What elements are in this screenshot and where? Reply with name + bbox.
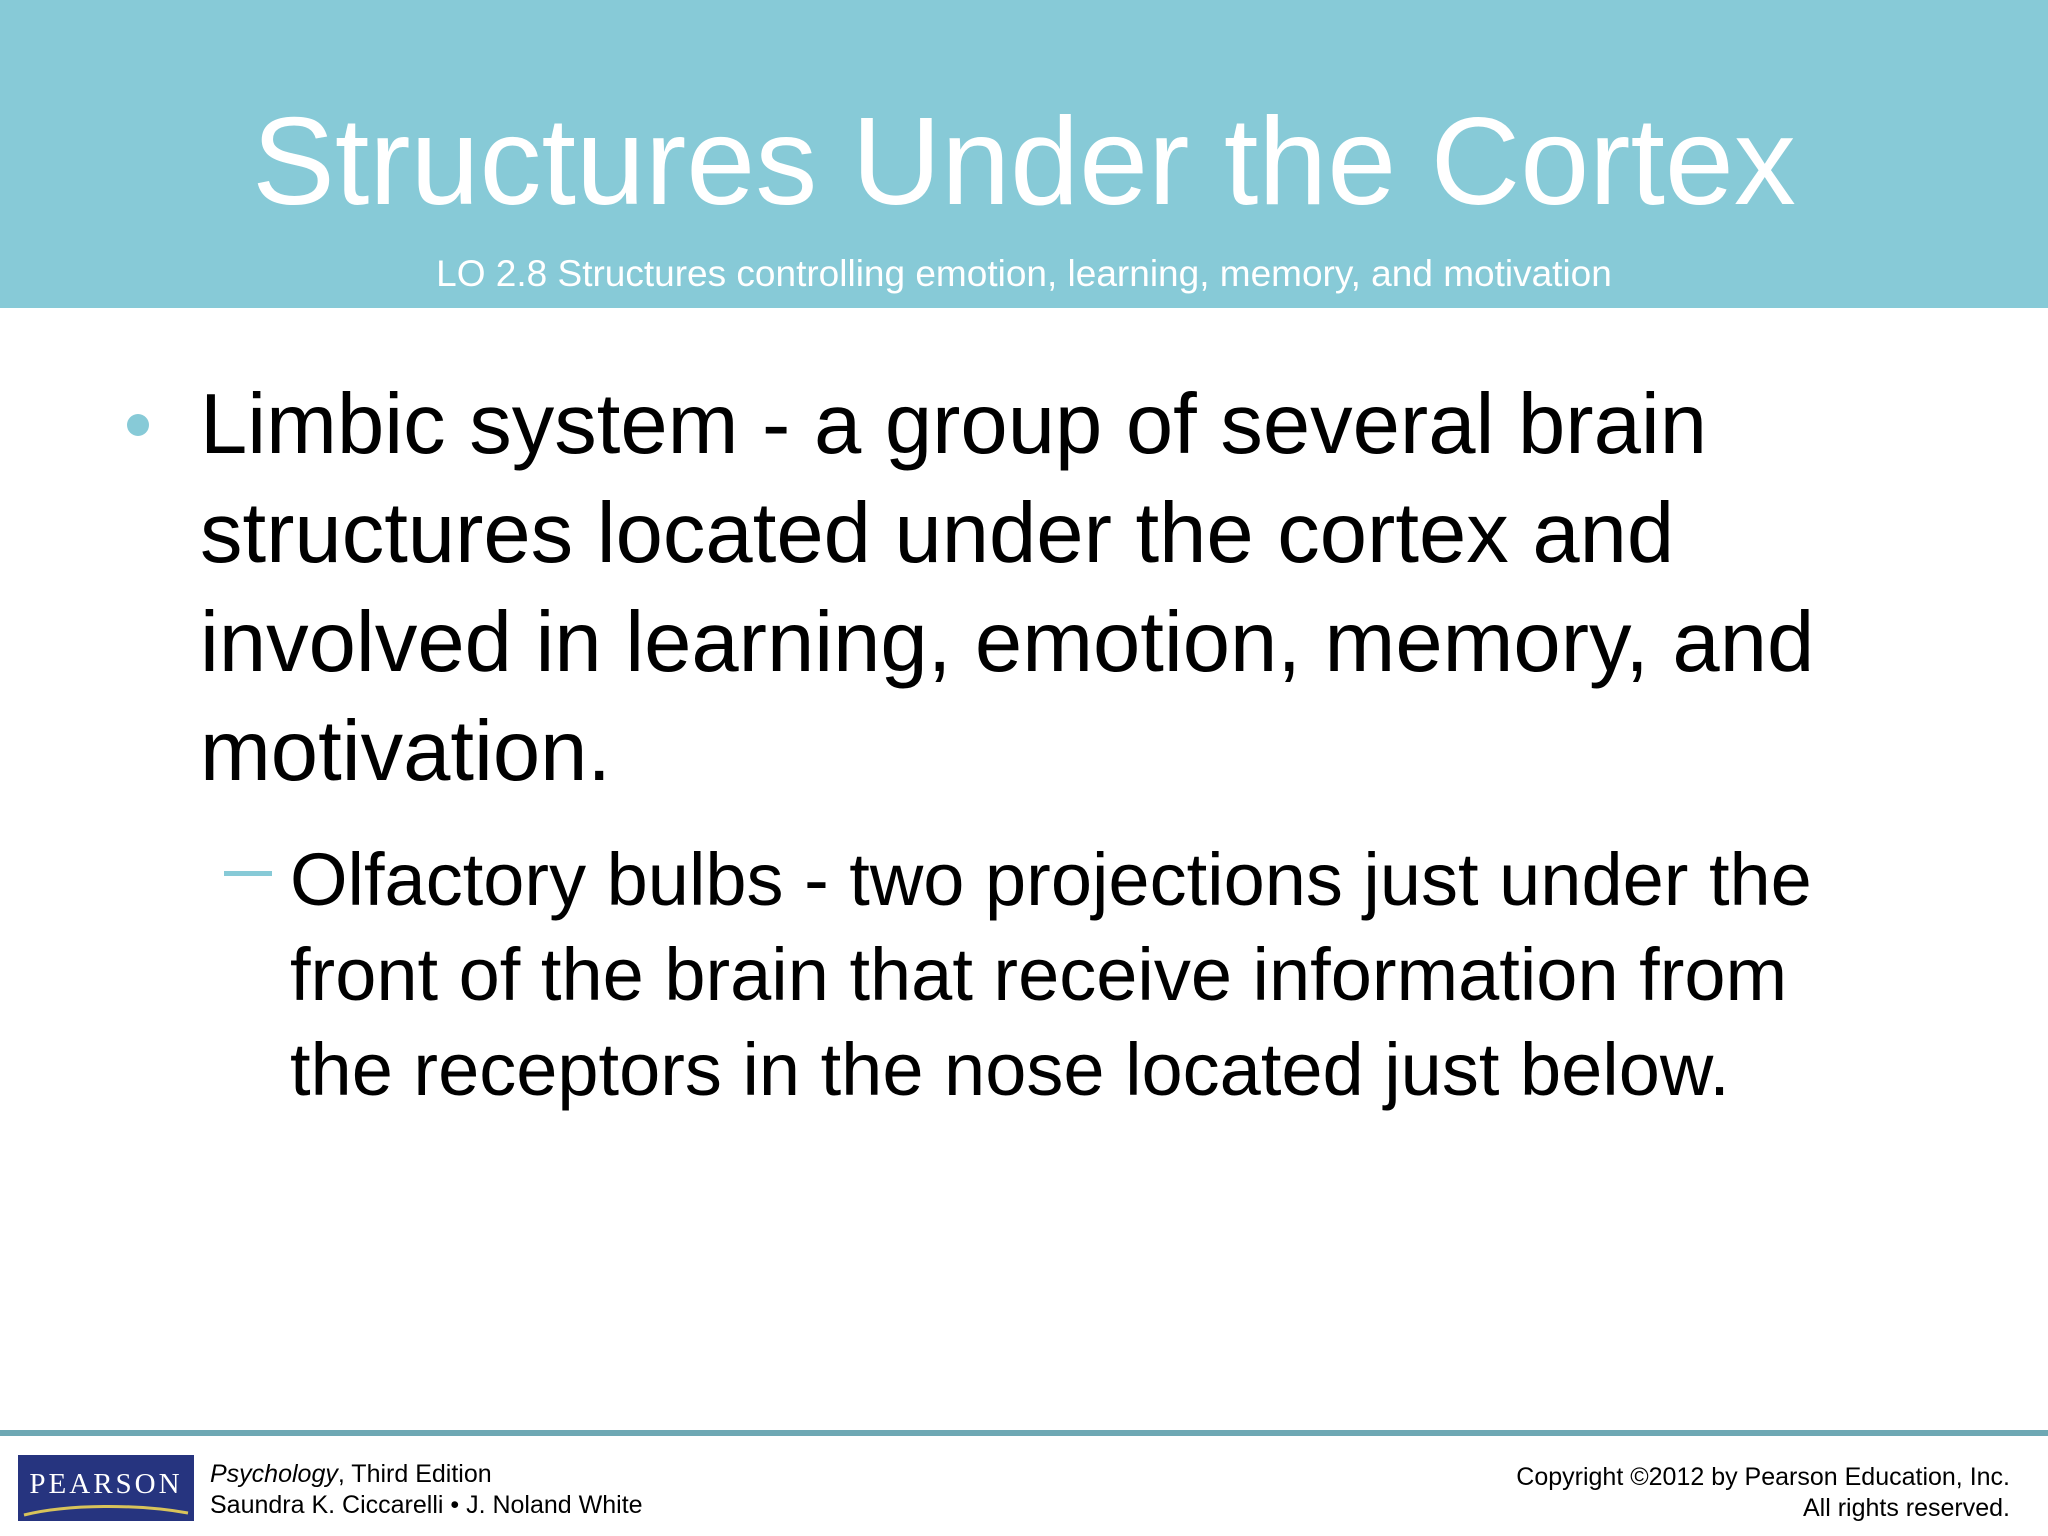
slide-title: Structures Under the Cortex	[252, 93, 1796, 231]
copyright-line-1: Copyright ©2012 by Pearson Education, Inc.	[1516, 1463, 2010, 1491]
dash-icon	[224, 871, 272, 876]
book-edition: , Third Edition	[337, 1460, 492, 1488]
slide-header	[0, 0, 2048, 308]
bullet-text: Limbic system - a group of several brain structures located under the cortex and involved in learning, emotion, memory, and motivation.	[200, 377, 1815, 799]
slide-subtitle: LO 2.8 Structures controlling emotion, learning, memory, and motivation	[436, 253, 1612, 294]
pearson-logo	[18, 1455, 194, 1521]
logo-swoosh-icon	[18, 1501, 194, 1521]
copyright-line-2: All rights reserved.	[1802, 1494, 2010, 1522]
bullet-dot-icon	[127, 414, 149, 436]
footer-divider	[0, 1430, 2048, 1436]
book-authors: Saundra K. Ciccarelli • J. Noland White	[210, 1491, 643, 1519]
book-info	[210, 1459, 643, 1521]
book-title: Psychology	[210, 1460, 338, 1488]
sub-bullet-text: Olfactory bulbs - two projections just under the front of the brain that receive information from the receptors in the nose located just below.	[290, 838, 1812, 1111]
logo-text: PEARSON	[29, 1468, 183, 1500]
copyright-notice	[1516, 1462, 2010, 1524]
